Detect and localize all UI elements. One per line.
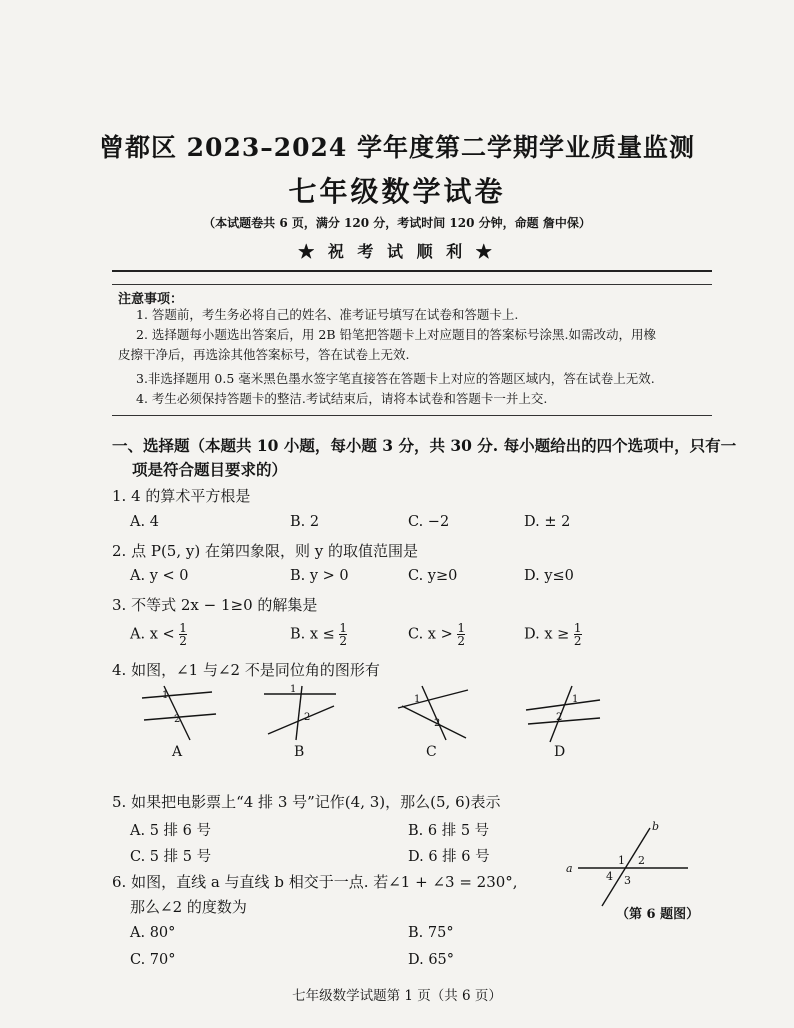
angle-2-label: 2	[638, 854, 645, 867]
numerator: 1	[339, 621, 348, 635]
angle-1-label: 1	[572, 694, 579, 705]
header-rule	[112, 270, 712, 272]
q1-option-a: A. 4	[130, 514, 159, 530]
q6-option-a: A. 80°	[130, 925, 176, 941]
angle-2-label: 2	[434, 718, 441, 729]
q2-option-d: D. y≤0	[524, 568, 574, 584]
section-heading-cont: 项是符合题目要求的）	[132, 460, 288, 479]
exam-subtitle: 七年级数学试卷	[288, 175, 506, 208]
question-2: 2. 点 P(5, y) 在第四象限，则 y 的取值范围是	[112, 542, 418, 560]
angle-1-label: 1	[618, 854, 625, 867]
q6-figure	[562, 820, 692, 910]
angle-1-label: 1	[290, 684, 297, 695]
question-3: 3. 不等式 2x − 1≥0 的解集是	[112, 596, 318, 614]
q3-option-a-text: A. x <	[130, 626, 175, 643]
q3-option-d	[524, 622, 582, 647]
fraction-half	[339, 622, 347, 647]
q5-option-b: B. 6 排 5 号	[408, 823, 490, 839]
angle-2-label: 2	[174, 714, 181, 725]
q6-option-b: B. 75°	[408, 925, 454, 941]
q6-figure-caption: （第 6 题图）	[616, 907, 700, 922]
q4-figure-d	[524, 684, 604, 744]
q4-label-b: B	[294, 744, 305, 760]
note-2-cont: 皮擦干净后，再选涂其他答案标号，答在试卷上无效.	[118, 347, 410, 362]
page-footer: 七年级数学试题第 1 页（共 6 页）	[292, 988, 502, 1004]
q5-option-a: A. 5 排 6 号	[130, 823, 211, 839]
fraction-half	[179, 622, 187, 647]
q4-label-a: A	[172, 744, 183, 760]
fraction-half	[457, 622, 465, 647]
notes-title: 注意事项：	[118, 292, 184, 307]
q1-option-c: C. −2	[408, 514, 450, 530]
q3-option-a	[130, 622, 187, 647]
q6-option-d: D. 65°	[408, 952, 455, 968]
q3-option-c-text: C. x >	[408, 626, 453, 643]
note-1: 1. 答题前，考生务必将自己的姓名、准考证号填写在试卷和答题卡上.	[136, 307, 519, 322]
q3-option-d-text: D. x ≥	[524, 626, 570, 643]
numerator: 1	[457, 621, 465, 635]
q4-figure-b	[262, 684, 342, 744]
note-4: 4. 考生必须保持答题卡的整洁.考试结束后，请将本试卷和答题卡一并上交.	[136, 391, 548, 406]
question-6-cont: 那么∠2 的度数为	[130, 898, 247, 916]
question-1: 1. 4 的算术平方根是	[112, 487, 251, 505]
q5-option-c: C. 5 排 5 号	[130, 849, 212, 865]
angle-1-label: 1	[414, 694, 421, 705]
q2-option-b: B. y > 0	[290, 568, 349, 584]
angle-3-label: 3	[624, 874, 631, 887]
line-b-label: b	[652, 820, 660, 833]
good-luck-banner: ★ 祝 考 试 顺 利 ★	[298, 242, 496, 261]
fraction-half	[574, 622, 582, 647]
q1-option-b: B. 2	[290, 514, 320, 530]
angle-2-label: 2	[304, 712, 311, 723]
q1-option-d: D. ± 2	[524, 514, 571, 530]
numerator: 1	[573, 621, 582, 635]
numerator: 1	[179, 621, 187, 635]
line-a-label: a	[566, 862, 573, 875]
section-heading: 一、选择题（本题共 10 小题，每小题 3 分，共 30 分. 每小题给出的四个选项中，只有一	[112, 436, 737, 455]
denominator: 2	[457, 634, 465, 648]
q3-option-c	[408, 622, 465, 647]
q6-option-c: C. 70°	[130, 952, 176, 968]
q4-figure-c	[392, 684, 472, 744]
denominator: 2	[179, 634, 187, 648]
denominator: 2	[573, 634, 582, 648]
question-5: 5. 如果把电影票上“4 排 3 号”记作(4, 3)，那么(5, 6)表示	[112, 793, 501, 811]
note-2: 2. 选择题每小题选出答案后，用 2B 铅笔把答题卡上对应题目的答案标号涂黑.如需改动，用橡	[136, 327, 656, 342]
denominator: 2	[339, 634, 348, 648]
q3-option-b-text: B. x ≤	[290, 626, 335, 643]
angle-2-label: 2	[556, 712, 563, 723]
q4-label-d: D	[554, 744, 566, 760]
q3-option-b	[290, 622, 347, 647]
q5-option-d: D. 6 排 6 号	[408, 849, 490, 865]
question-4: 4. 如图，∠1 与∠2 不是同位角的图形有	[112, 661, 380, 679]
q4-figure-a	[140, 684, 220, 744]
angle-4-label: 4	[606, 870, 613, 883]
angle-1-label: 1	[162, 690, 169, 701]
q2-option-c: C. y≥0	[408, 568, 458, 584]
q2-option-a: A. y < 0	[130, 568, 189, 584]
q4-label-c: C	[426, 744, 437, 760]
exam-title: 曾都区 2023–2024 学年度第二学期学业质量监测	[98, 133, 696, 162]
question-6: 6. 如图，直线 a 与直线 b 相交于一点. 若∠1 + ∠3 = 230°,	[112, 873, 518, 891]
note-3: 3.非选择题用 0.5 毫米黑色墨水签字笔直接答在答题卡上对应的答题区域内，答在试卷上无效.	[136, 371, 655, 386]
exam-info: （本试题卷共 6 页，满分 120 分，考试时间 120 分钟，命题 詹中保）	[203, 216, 591, 230]
